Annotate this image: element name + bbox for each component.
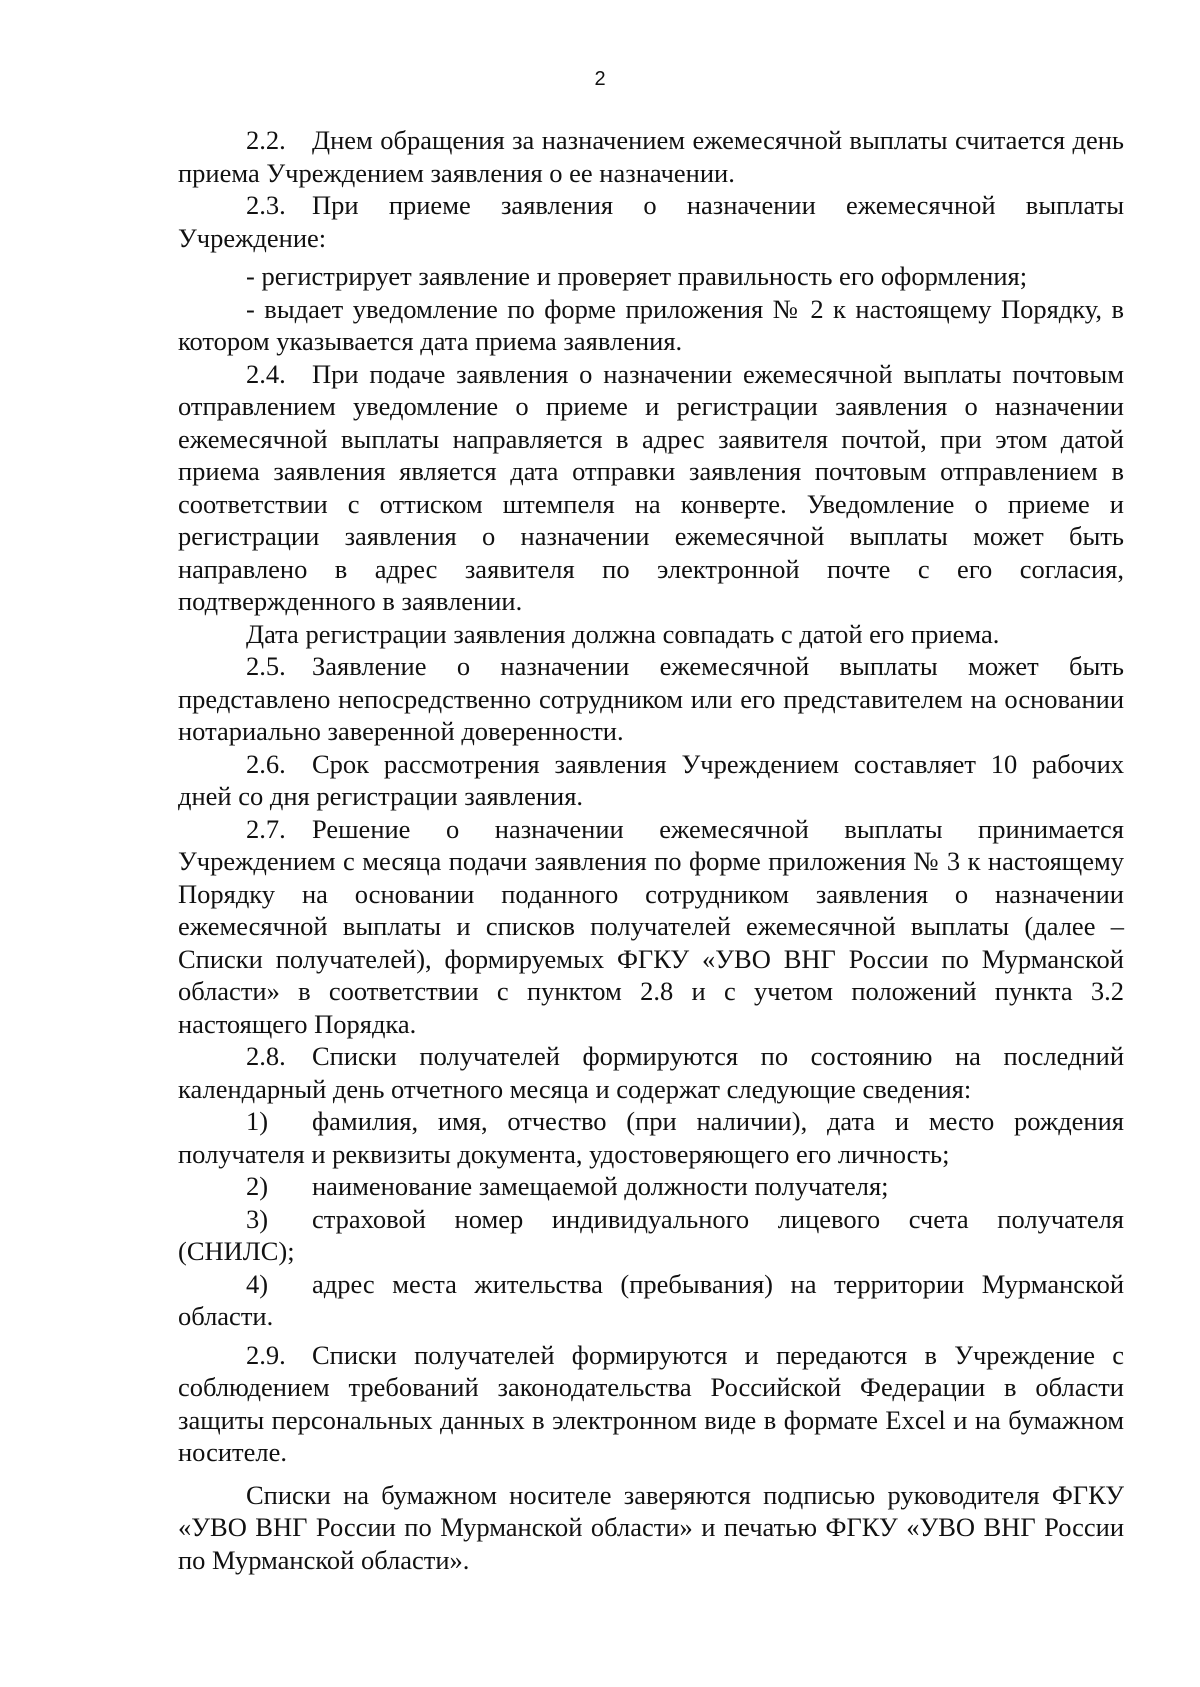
list-item-2: [178, 1170, 1124, 1203]
list-text: фамилия, имя, отчество (при наличии), дата и место рождения получателя и реквизиты документа, удостоверяющего его личность;: [178, 1106, 1124, 1169]
list-text: страховой номер индивидуального лицевого счета получателя (СНИЛС);: [178, 1203, 1124, 1266]
paragraph-number: 2.2.: [246, 125, 286, 155]
list-text: наименование замещаемой должности получателя;: [312, 1171, 889, 1201]
paragraph-text: При приеме заявления о назначении ежемесячной выплаты Учреждение:: [178, 190, 1124, 253]
paragraph-certification: Списки на бумажном носителе заверяются подписью руководителя ФГКУ «УВО ВНГ России по Мурманской области» и печатью ФГКУ «УВО ВНГ России по Мурманской области».: [178, 1479, 1124, 1575]
list-number: 4): [246, 1268, 269, 1299]
list-number: 3): [246, 1203, 269, 1234]
paragraph-2-2: [178, 124, 1124, 189]
paragraph-2-9: [178, 1339, 1124, 1469]
paragraph-2-8: [178, 1040, 1124, 1105]
paragraph-2-5: [178, 650, 1124, 748]
paragraph-2-4: [178, 358, 1124, 618]
paragraph-2-7: [178, 813, 1124, 1041]
paragraph-registration-date: Дата регистрации заявления должна совпадать с датой его приема.: [246, 618, 1000, 649]
paragraph-text: Списки получателей формируются и передаются в Учреждение с соблюдением требований законодательства Российской Федерации в области защиты персональных данных в электронном виде в формате Excel и на бумажном носителе.: [178, 1339, 1124, 1467]
paragraph-number: 2.8.: [246, 1041, 286, 1071]
paragraph-number: 2.5.: [246, 651, 286, 681]
list-item-3: [178, 1203, 1124, 1268]
page-number: 2: [594, 68, 606, 90]
paragraph-number: 2.9.: [246, 1339, 286, 1370]
paragraph-number: 2.3.: [246, 190, 286, 220]
list-item-1: [178, 1105, 1124, 1170]
list-item-notify: - выдает уведомление по форме приложения № 2 к настоящему Порядку, в котором указывается дата приема заявления.: [178, 293, 1124, 356]
list-item-register: - регистрирует заявление и проверяет правильность его оформления;: [246, 261, 1028, 291]
document-body: [178, 124, 1124, 1576]
paragraph-number: 2.4.: [246, 358, 286, 389]
paragraph-text: Срок рассмотрения заявления Учреждением составляет 10 рабочих дней со дня регистрации заявления.: [178, 748, 1124, 811]
list-item-4: [178, 1268, 1124, 1333]
paragraph-number: 2.7.: [246, 813, 286, 844]
paragraph-text: Списки получателей формируются по состоянию на последний календарный день отчетного месяца и содержат следующие сведения:: [178, 1041, 1124, 1104]
list-number: 2): [246, 1171, 269, 1201]
list-number: 1): [246, 1106, 269, 1136]
paragraph-text: При подаче заявления о назначении ежемесячной выплаты почтовым отправлением уведомление о приеме и регистрации заявления о назначении ежемесячной выплаты направляется в адрес заявителя почтой, при этом датой приема заявления является дата отправки заявления почтовым отправлением в соответствии с оттиском штемпеля на конверте. Уведомление о приеме и регистрации заявления о назначении ежемесячной выплаты может быть направлено в адрес заявителя по электронной почте с его согласия, подтвержденного в заявлении.: [178, 358, 1124, 616]
paragraph-text: Решение о назначении ежемесячной выплаты принимается Учреждением с месяца подачи заявления по форме приложения № 3 к настоящему Порядку на основании поданного сотрудником заявления о назначении ежемесячной выплаты и списков получателей ежемесячной выплаты (далее – Списки получателей), формируемых ФГКУ «УВО ВНГ России по Мурманской области» в соответствии с пунктом 2.8 и с учетом положений пункта 3.2 настоящего Порядка.: [178, 813, 1124, 1039]
paragraph-number: 2.6.: [246, 748, 286, 779]
paragraph-text: Заявление о назначении ежемесячной выплаты может быть представлено непосредственно сотрудником или его представителем на основании нотариально заверенной доверенности.: [178, 651, 1124, 746]
paragraph-2-3: [178, 189, 1124, 254]
paragraph-2-6: [178, 748, 1124, 813]
paragraph-text: Днем обращения за назначением ежемесячной выплаты считается день приема Учреждением заявления о ее назначении.: [178, 125, 1124, 188]
list-text: адрес места жительства (пребывания) на территории Мурманской области.: [178, 1268, 1124, 1331]
